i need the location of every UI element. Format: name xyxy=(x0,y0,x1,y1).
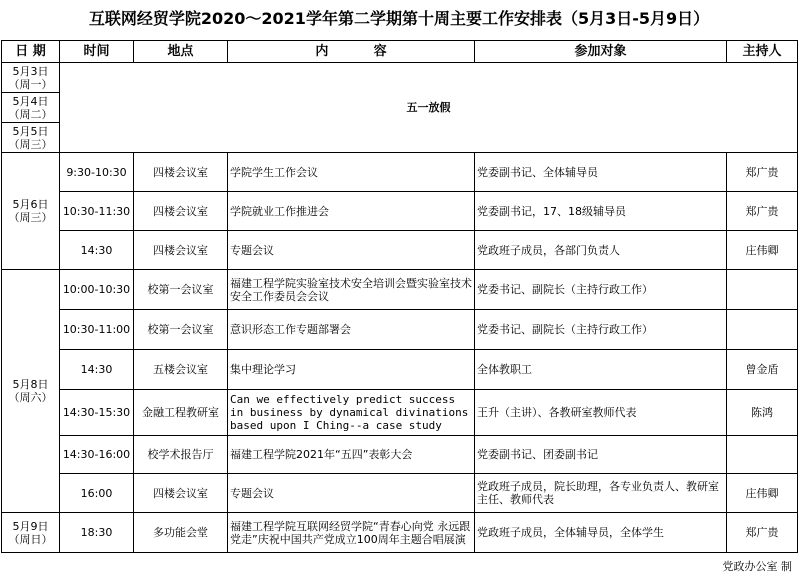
table-row xyxy=(2,231,798,270)
participants-cell: 全体教职工 xyxy=(475,350,727,390)
date-cell xyxy=(2,513,60,553)
participants-cell: 党委副书记、团委副书记 xyxy=(475,436,727,474)
content-cell: 福建工程学院2021年“五四”表彰大会 xyxy=(228,436,475,474)
date-label: 5月5日 xyxy=(12,124,49,138)
host-cell: 郑广贵 xyxy=(727,192,798,231)
date-label: 5月9日 xyxy=(12,519,49,533)
content-cell: 学院学生工作会议 xyxy=(228,153,475,192)
place-cell: 四楼会议室 xyxy=(134,153,228,192)
holiday-cell: 五一放假 xyxy=(60,63,798,153)
table-row xyxy=(2,436,798,474)
host-cell: 郑广贵 xyxy=(727,513,798,553)
participants-cell: 党政班子成员，院长助理，各专业负责人、教研室主任、教师代表 xyxy=(475,474,727,513)
content-cell: 意识形态工作专题部署会 xyxy=(228,310,475,350)
place-cell: 金融工程教研室 xyxy=(134,390,228,436)
host-cell: 曾金盾 xyxy=(727,350,798,390)
date-cell xyxy=(2,123,60,153)
time-cell: 14:30 xyxy=(60,231,134,270)
date-cell xyxy=(2,63,60,93)
page-title: 互联网经贸学院2020～2021学年第二学期第十周主要工作安排表（5月3日-5月9日） xyxy=(88,9,710,28)
footer-note: 党政办公室 制 xyxy=(722,560,792,573)
table-row xyxy=(2,513,798,553)
header-participants: 参加对象 xyxy=(475,41,727,63)
table-row xyxy=(2,310,798,350)
content-cell: 福建工程学院互联网经贸学院“青春心向党 永远跟党走”庆祝中国共产党成立100周年主题合唱展演 xyxy=(228,513,475,553)
participants-cell: 党委副书记、全体辅导员 xyxy=(475,153,727,192)
weekday-label: （周日） xyxy=(8,532,53,546)
time-cell: 16:00 xyxy=(60,474,134,513)
content-cell: 福建工程学院实验室技术安全培训会暨实验室技术安全工作委员会会议 xyxy=(228,270,475,310)
host-cell: 庄伟卿 xyxy=(727,474,798,513)
weekday-label: （周二） xyxy=(8,107,53,121)
participants-cell: 王升（主讲）、各教研室教师代表 xyxy=(475,390,727,436)
weekday-label: （周六） xyxy=(8,391,53,404)
host-cell xyxy=(727,436,798,474)
time-cell: 10:00-10:30 xyxy=(60,270,134,310)
place-cell: 四楼会议室 xyxy=(134,231,228,270)
content-cell: 学院就业工作推进会 xyxy=(228,192,475,231)
place-cell: 多功能会堂 xyxy=(134,513,228,553)
participants-cell: 党委书记、副院长（主持行政工作） xyxy=(475,270,727,310)
place-cell: 五楼会议室 xyxy=(134,350,228,390)
date-label: 5月8日 xyxy=(12,378,49,391)
place-cell: 校第一会议室 xyxy=(134,310,228,350)
table-row xyxy=(2,350,798,390)
header-row xyxy=(2,41,798,63)
participants-cell: 党政班子成员，各部门负责人 xyxy=(475,231,727,270)
host-cell: 庄伟卿 xyxy=(727,231,798,270)
content-cell: 专题会议 xyxy=(228,474,475,513)
time-cell: 14:30-15:30 xyxy=(60,390,134,436)
participants-cell: 党委书记、副院长（主持行政工作） xyxy=(475,310,727,350)
table-row xyxy=(2,153,798,192)
header-host: 主持人 xyxy=(727,41,798,63)
table-row xyxy=(2,390,798,436)
date-label: 5月3日 xyxy=(12,64,49,78)
content-cell: Can we effectively predict success in business by dynamical divinations based upon I Ching--a case study xyxy=(228,390,475,436)
content-cell: 专题会议 xyxy=(228,231,475,270)
date-cell xyxy=(2,270,60,513)
place-cell: 四楼会议室 xyxy=(134,192,228,231)
schedule-table xyxy=(1,40,798,553)
time-cell: 18:30 xyxy=(60,513,134,553)
header-date: 日 期 xyxy=(2,41,60,63)
host-cell: 郑广贵 xyxy=(727,153,798,192)
place-cell: 四楼会议室 xyxy=(134,474,228,513)
place-cell: 校第一会议室 xyxy=(134,270,228,310)
host-cell xyxy=(727,270,798,310)
time-cell: 14:30-16:00 xyxy=(60,436,134,474)
time-cell: 9:30-10:30 xyxy=(60,153,134,192)
host-cell: 陈鸿 xyxy=(727,390,798,436)
date-label: 5月4日 xyxy=(12,94,49,108)
table-row xyxy=(2,270,798,310)
host-cell xyxy=(727,310,798,350)
weekday-label: （周三） xyxy=(8,137,53,151)
date-cell xyxy=(2,93,60,123)
participants-cell: 党委副书记，17、18级辅导员 xyxy=(475,192,727,231)
weekday-label: （周三） xyxy=(8,211,53,224)
time-cell: 14:30 xyxy=(60,350,134,390)
table-row xyxy=(2,474,798,513)
time-cell: 10:30-11:30 xyxy=(60,192,134,231)
place-cell: 校学术报告厅 xyxy=(134,436,228,474)
weekday-label: （周一） xyxy=(8,77,53,91)
content-cell: 集中理论学习 xyxy=(228,350,475,390)
participants-cell: 党政班子成员，全体辅导员，全体学生 xyxy=(475,513,727,553)
header-place: 地点 xyxy=(134,41,228,63)
table-row xyxy=(2,63,798,93)
header-time: 时间 xyxy=(60,41,134,63)
table-row xyxy=(2,192,798,231)
header-content: 内 容 xyxy=(228,41,475,63)
time-cell: 10:30-11:00 xyxy=(60,310,134,350)
date-label: 5月6日 xyxy=(12,198,49,211)
date-cell xyxy=(2,153,60,270)
